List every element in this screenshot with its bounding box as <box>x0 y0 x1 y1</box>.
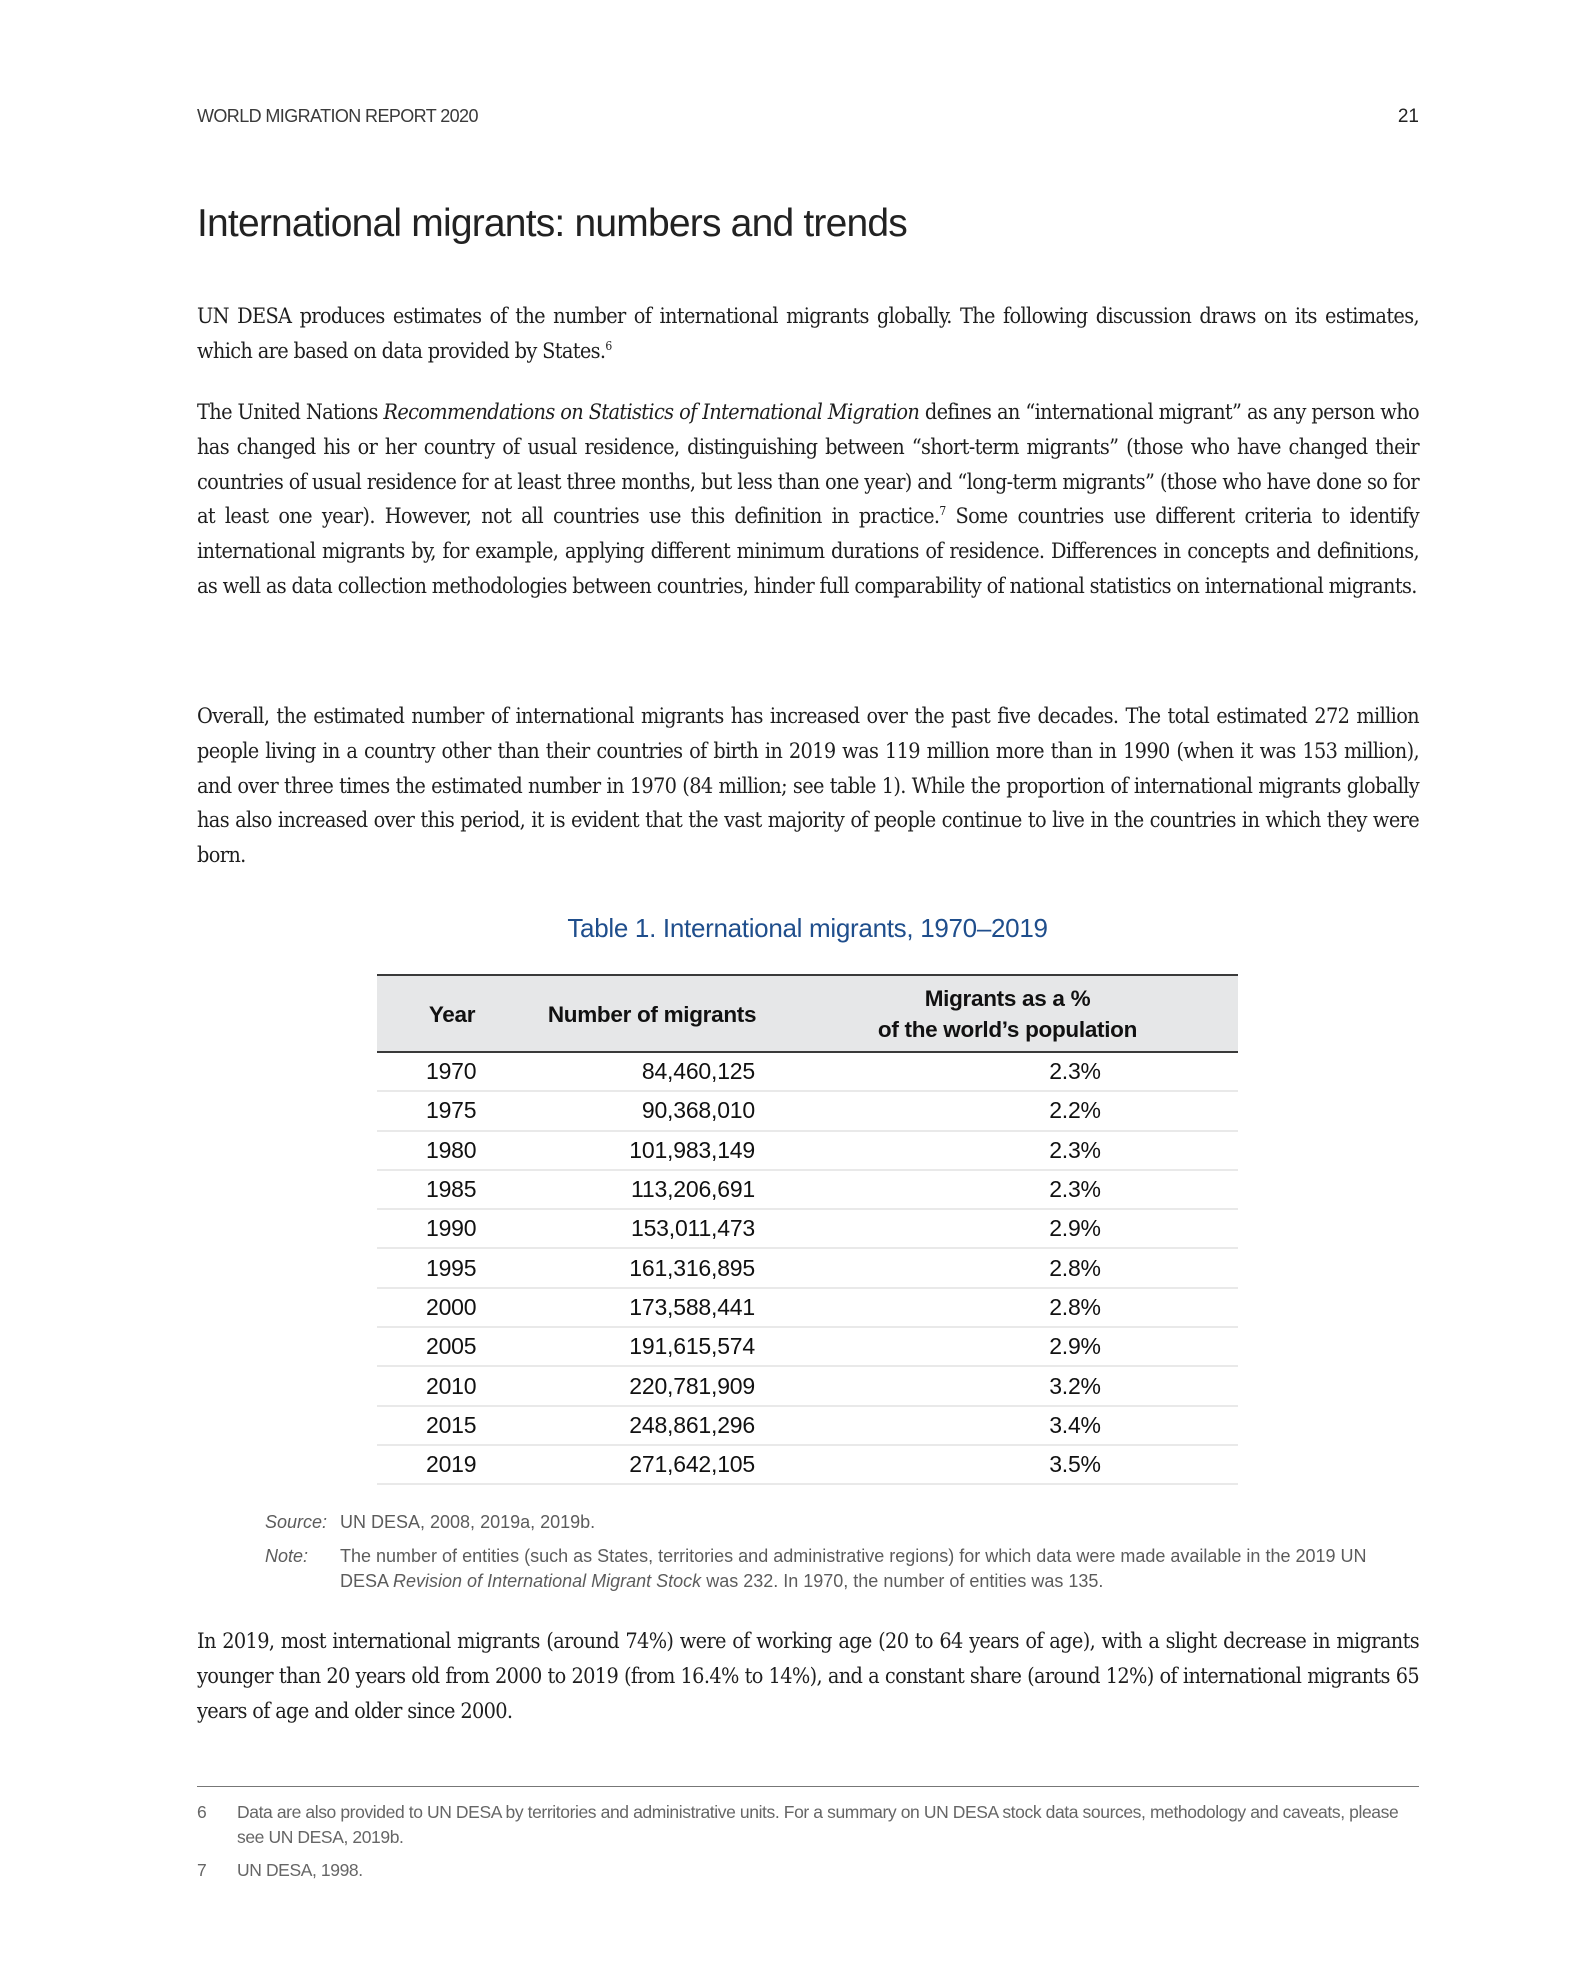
table-row <box>377 1209 1238 1248</box>
cell-number: 90,368,010 <box>527 1091 777 1130</box>
footnote-ref-6[interactable]: 6 <box>605 338 612 353</box>
cell-number: 271,642,105 <box>527 1445 777 1484</box>
table-row <box>377 1131 1238 1170</box>
cell-number: 191,615,574 <box>527 1327 777 1366</box>
table-row <box>377 1052 1238 1091</box>
running-header <box>197 106 1419 128</box>
cell-number: 220,781,909 <box>527 1366 777 1405</box>
footnote-ref-7[interactable]: 7 <box>939 504 946 519</box>
table-source <box>265 1510 1385 1535</box>
column-header-percent-line2: of the world’s population <box>877 1017 1138 1042</box>
table-notes <box>265 1510 1385 1603</box>
note-text-part: The number of entities (such as States, territories and administrative regions) for which data were made available in the 2019 UN DESA <box>340 1546 1367 1591</box>
footnotes <box>197 1800 1419 1891</box>
cell-percent: 3.2% <box>777 1366 1238 1405</box>
paragraph-age-distribution: In 2019, most international migrants (around 74%) were of working age (20 to 64 years of age), with a slight decrease in migrants younger than 20 years old from 2000 to 2019 (from 16.4% to 14%), and a constant share (around 12%) of international migrants 65 years of age and older since 2000. <box>197 1629 1419 1724</box>
paragraph-trends: Overall, the estimated number of international migrants has increased over the past five decades. The total estimated 272 million people living in a country other than their countries of birth in 2019 was 119 million more than in 1990 (when it was 153 million), and over three times the estimated number in 1970 (84 million; see table 1). While the proportion of international migrants globally has also increased over this period, it is evident that the vast majority of people continue to live in the countries in which they were born. <box>197 704 1419 869</box>
cell-number: 84,460,125 <box>527 1052 777 1091</box>
section-title: International migrants: numbers and trends <box>197 202 907 245</box>
migrants-table <box>377 974 1238 1485</box>
table-row <box>377 1248 1238 1287</box>
table-caption: Table 1. International migrants, 1970–2019 <box>567 913 1048 943</box>
cell-number: 248,861,296 <box>527 1406 777 1445</box>
table-row <box>377 1406 1238 1445</box>
paragraph-text: defines an “international migrant” as any person who has changed his or her country of usual residence, distinguishing between “short-term migrants” (those who have changed their countries of usual residence for at least three months, but less than one year) and “long-term migrants” (those who have done so for at least one year). However, not all countries use this definition in practice. <box>197 400 1419 530</box>
cell-year: 1990 <box>377 1209 527 1248</box>
cell-year: 2000 <box>377 1288 527 1327</box>
table-note <box>265 1544 1385 1594</box>
table-row <box>377 1170 1238 1209</box>
cell-number: 101,983,149 <box>527 1131 777 1170</box>
footnote-divider <box>197 1786 1419 1787</box>
note-text <box>340 1544 1385 1594</box>
column-header-number: Number of migrants <box>527 975 777 1052</box>
cell-year: 1970 <box>377 1052 527 1091</box>
column-header-year: Year <box>377 975 527 1052</box>
table-row <box>377 1445 1238 1484</box>
cell-percent: 2.9% <box>777 1327 1238 1366</box>
footnote-number: 6 <box>197 1802 207 1822</box>
cell-number: 153,011,473 <box>527 1209 777 1248</box>
cell-percent: 2.3% <box>777 1052 1238 1091</box>
cell-year: 1980 <box>377 1131 527 1170</box>
cell-year: 2010 <box>377 1366 527 1405</box>
footnote-7 <box>197 1858 1419 1883</box>
paragraph-definition <box>197 396 1419 605</box>
cell-year: 1975 <box>377 1091 527 1130</box>
footnote-6 <box>197 1800 1419 1850</box>
publication-title: Recommendations on Statistics of International Migration <box>383 400 920 425</box>
cell-number: 161,316,895 <box>527 1248 777 1287</box>
table-row <box>377 1366 1238 1405</box>
table-row <box>377 1327 1238 1366</box>
cell-year: 2005 <box>377 1327 527 1366</box>
cell-percent: 3.4% <box>777 1406 1238 1445</box>
footnote-text: UN DESA, 1998. <box>237 1860 363 1880</box>
cell-number: 173,588,441 <box>527 1288 777 1327</box>
source-text: UN DESA, 2008, 2019a, 2019b. <box>340 1512 596 1532</box>
cell-percent: 3.5% <box>777 1445 1238 1484</box>
paragraph-intro <box>197 300 1419 370</box>
cell-year: 1985 <box>377 1170 527 1209</box>
paragraph-text: The United Nations <box>197 400 384 425</box>
source-label: Source: <box>265 1512 328 1532</box>
column-header-percent <box>777 975 1238 1052</box>
cell-percent: 2.8% <box>777 1248 1238 1287</box>
table-row <box>377 1288 1238 1327</box>
cell-number: 113,206,691 <box>527 1170 777 1209</box>
cell-percent: 2.9% <box>777 1209 1238 1248</box>
publication-title: Revision of International Migrant Stock <box>393 1571 702 1591</box>
note-text-part: was 232. In 1970, the number of entities was 135. <box>701 1571 1104 1591</box>
footnote-text: Data are also provided to UN DESA by territories and administrative units. For a summary on UN DESA stock data sources, methodology and caveats, please see UN DESA, 2019b. <box>237 1802 1399 1847</box>
table-row <box>377 1091 1238 1130</box>
table-header-row <box>377 975 1238 1052</box>
cell-percent: 2.3% <box>777 1131 1238 1170</box>
note-label: Note: <box>265 1546 309 1566</box>
cell-year: 2015 <box>377 1406 527 1445</box>
cell-percent: 2.2% <box>777 1091 1238 1130</box>
page-number: 21 <box>1397 106 1419 127</box>
running-title: WORLD MIGRATION REPORT 2020 <box>197 106 478 126</box>
cell-percent: 2.8% <box>777 1288 1238 1327</box>
cell-percent: 2.3% <box>777 1170 1238 1209</box>
column-header-percent-line1: Migrants as a % <box>924 986 1091 1011</box>
paragraph-text: UN DESA produces estimates of the number of international migrants globally. The following discussion draws on its estimates, which are based on data provided by States. <box>197 304 1419 364</box>
cell-year: 2019 <box>377 1445 527 1484</box>
cell-year: 1995 <box>377 1248 527 1287</box>
paragraph-text: Some countries use different criteria to identify international migrants by, for example, applying different minimum durations of residence. Differences in concepts and definitions, as well as data collection methodologies between countries, hinder full comparability of national statistics on international migrants. <box>197 504 1419 599</box>
footnote-number: 7 <box>197 1860 207 1880</box>
